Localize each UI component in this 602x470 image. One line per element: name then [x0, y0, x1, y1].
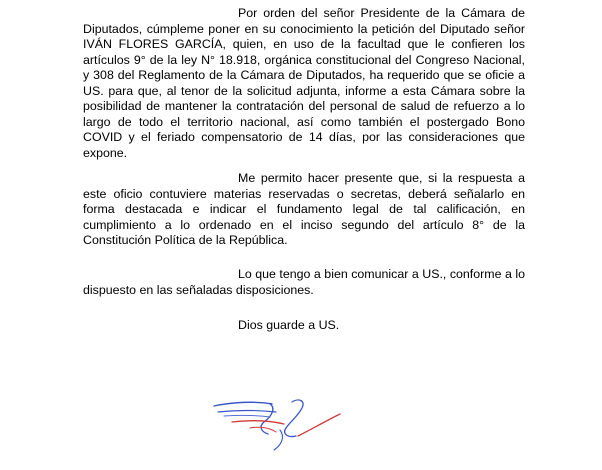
paragraph-request: Por orden del señor Presidente de la Cámara de Diputados, cúmpleme poner en su conocimiento la petición del Diputado señor IVÁN FLORES GARCÍA, quien, en uso de la facultad que le confieren los artículos 9° de la ley N° 18.918, orgánica constitucional del Congreso Nacional, y 308 del Reglamento de la Cámara de Diputados, ha requerido que se oficie a US. para que, al tenor de la solicitud adjunta, informe a esta Cámara sobre la posibilidad de mantener la contratación del personal de salud de refuerzo a lo largo de todo el territorio nacional, así como también el postergado Bono COVID y el feriado compensatorio de 14 días, por las consideraciones que expone. [83, 6, 525, 160]
signature-stroke-blue-3 [224, 415, 270, 417]
signature-image [210, 392, 350, 454]
paragraph-closing: Dios guarde a US. [238, 318, 340, 332]
signature-stroke-red-2 [298, 414, 340, 436]
paragraph-reserved-matters: Me permito hacer presente que, si la respuesta a este oficio contuviere materias reservadas o secretas, deberá señalarlo en forma destacada e indicar el fundamento legal de tal calificación, en cumplimiento a lo ordenado en el inciso segundo del artículo 8° de la Constitución Política de la República. [83, 171, 525, 247]
signature-stroke-blue-5 [285, 400, 303, 437]
signature-stroke-red-1 [232, 421, 284, 424]
signature-stroke-blue-1 [214, 402, 272, 406]
paragraph-communication: Lo que tengo a bien comunicar a US., conforme a lo dispuesto en las señaladas disposiciones. [83, 267, 525, 297]
signature-stroke-blue-2 [218, 411, 276, 413]
signature-stroke-blue-6 [274, 430, 282, 450]
